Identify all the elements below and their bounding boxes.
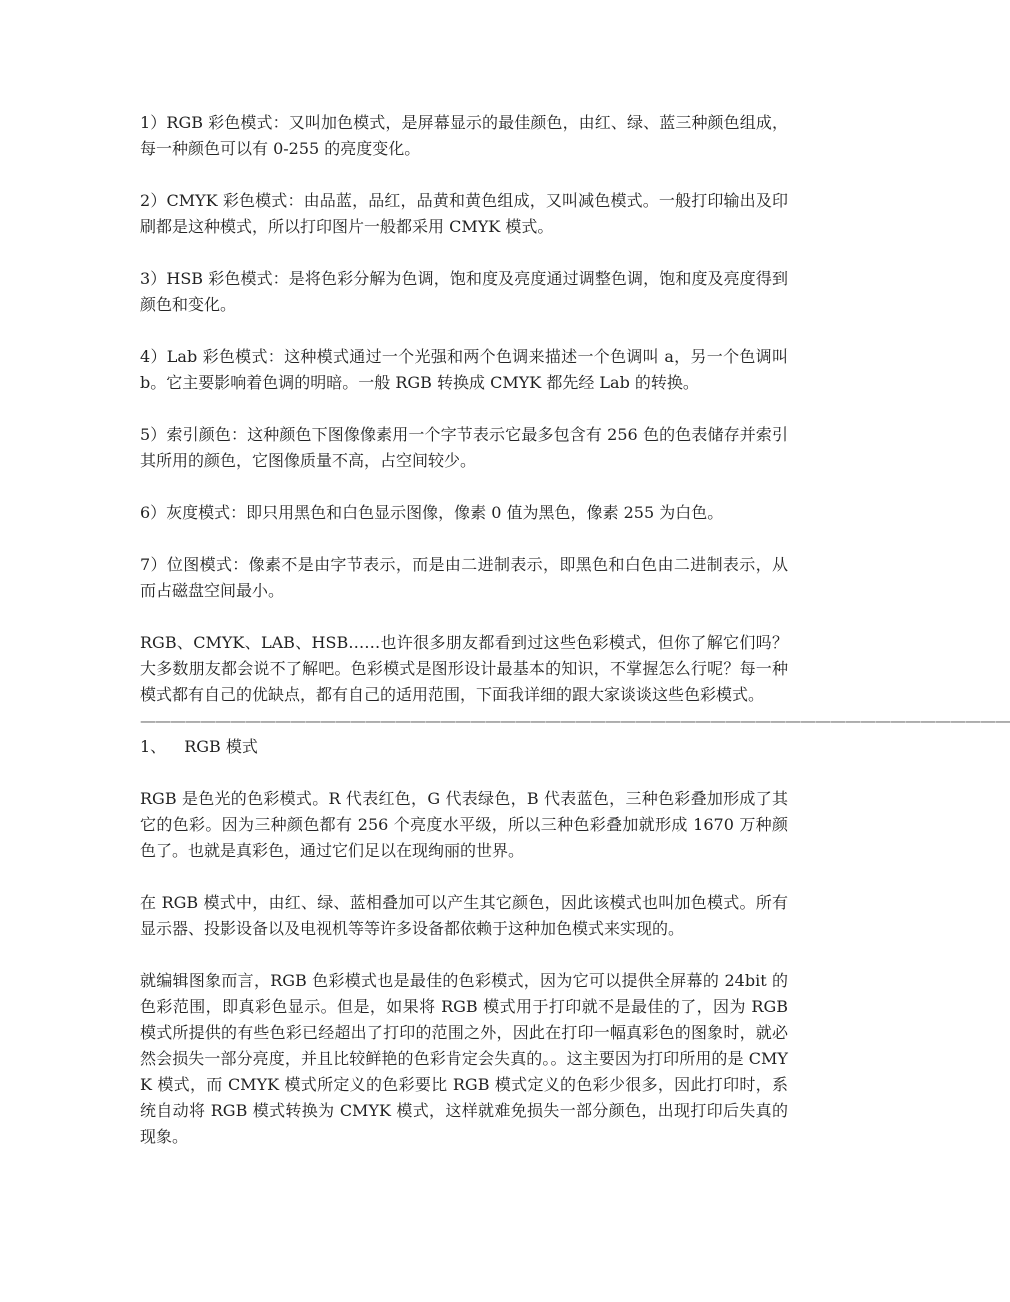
section-heading-rgb	[140, 734, 788, 760]
paragraph-bitmap-intro: 7）位图模式：像素不是由字节表示，而是由二进制表示，即黑色和白色由二进制表示，从而占磁盘空间最小。	[140, 555, 788, 600]
section-number: 1、	[140, 737, 167, 756]
section-divider: ——————————————————————————————————————————————————————————	[140, 711, 1010, 730]
paragraph-lab-mode-intro: 4）Lab 彩色模式：这种模式通过一个光强和两个色调来描述一个色调叫 a，另一个色调叫 b。它主要影响着色调的明暗。一般 RGB 转换成 CMYK 都先经 Lab 的转换。	[140, 347, 788, 392]
paragraph-rgb-mode-intro: 1）RGB 彩色模式：又叫加色模式，是屏幕显示的最佳颜色，由红、绿、蓝三种颜色组成，每一种颜色可以有 0-255 的亮度变化。	[140, 113, 788, 158]
section-title: RGB 模式	[184, 737, 258, 756]
paragraph-hsb-mode-intro: 3）HSB 彩色模式：是将色彩分解为色调，饱和度及亮度通过调整色调，饱和度及亮度得到颜色和变化。	[140, 269, 788, 314]
paragraph-overview: RGB、CMYK、LAB、HSB……也许很多朋友都看到过这些色彩模式，但你了解它们吗？大多数朋友都会说不了解吧。色彩模式是图形设计最基本的知识，不掌握怎么行呢？每一种模式都有自己的优缺点，都有自己的适用范围，下面我详细的跟大家谈谈这些色彩模式。	[140, 633, 788, 704]
document-page	[140, 110, 1010, 1176]
paragraph-grayscale-intro: 6）灰度模式：即只用黑色和白色显示图像，像素 0 值为黑色，像素 255 为白色。	[140, 503, 724, 522]
paragraph-rgb-definition: RGB 是色光的色彩模式。R 代表红色，G 代表绿色，B 代表蓝色，三种色彩叠加形成了其它的色彩。因为三种颜色都有 256 个亮度水平级，所以三种色彩叠加就形成 1670 万种颜色了。也就是真彩色，通过它们足以在现绚丽的世界。	[140, 789, 788, 860]
paragraph-rgb-additive: 在 RGB 模式中，由红、绿、蓝相叠加可以产生其它颜色，因此该模式也叫加色模式。所有显示器、投影设备以及电视机等等许多设备都依赖于这种加色模式来实现的。	[140, 893, 788, 938]
paragraph-rgb-editing: 就编辑图象而言，RGB 色彩模式也是最佳的色彩模式，因为它可以提供全屏幕的 24bit 的色彩范围，即真彩色显示。但是，如果将 RGB 模式用于打印就不是最佳的了，因为 RGB 模式所提供的有些色彩已经超出了打印的范围之外，因此在打印一幅真彩色的图象时，就必然会损失一部分亮度，并且比较鲜艳的色彩肯定会失真的。。这主要因为打印所用的是 CMYK 模式，而 CMYK 模式所定义的色彩要比 RGB 模式定义的色彩少很多，因此打印时，系统自动将 RGB 模式转换为 CMYK 模式，这样就难免损失一部分颜色，出现打印后失真的现象。	[140, 971, 788, 1146]
paragraph-indexed-color-intro: 5）索引颜色：这种颜色下图像像素用一个字节表示它最多包含有 256 色的色表储存并索引其所用的颜色，它图像质量不高，占空间较少。	[140, 425, 788, 470]
paragraph-cmyk-mode-intro: 2）CMYK 彩色模式：由品蓝，品红，品黄和黄色组成，又叫减色模式。一般打印输出及印刷都是这种模式，所以打印图片一般都采用 CMYK 模式。	[140, 191, 788, 236]
